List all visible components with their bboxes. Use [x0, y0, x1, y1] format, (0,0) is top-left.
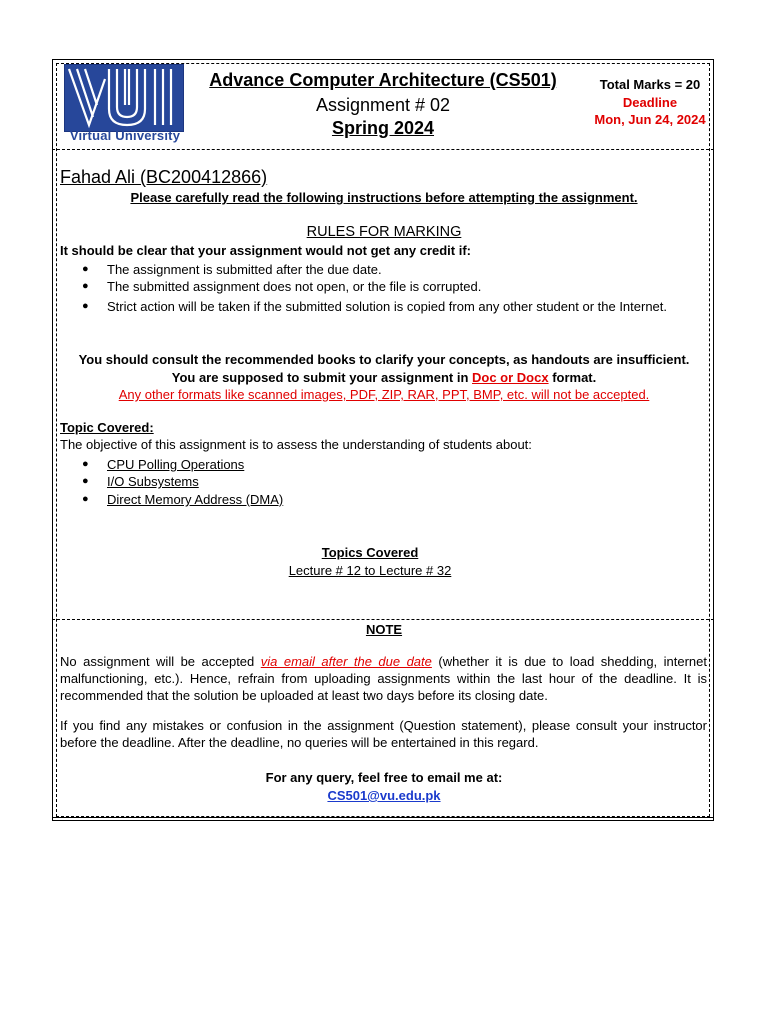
deadline-date: Mon, Jun 24, 2024 [594, 112, 706, 127]
rules-intro: It should be clear that your assignment would not get any credit if: [60, 243, 471, 258]
instruction-line: Please carefully read the following instructions before attempting the assignment. [130, 190, 638, 205]
submit-format-suffix: format. [548, 370, 597, 385]
deadline-label: Deadline [622, 95, 678, 110]
vu-logo [64, 64, 184, 132]
note-divider [52, 619, 714, 620]
consult-note: You should consult the recommended books to clarify your concepts, as handouts are insufficient. [78, 352, 690, 367]
rule-item: Strict action will be taken if the submitted solution is copied from any other student or the Internet. [107, 299, 668, 314]
header-divider [52, 149, 714, 150]
note-paragraph-2: If you find any mistakes or confusion in the assignment (Question statement), please consult your instructor before the deadline. After the deadline, no queries will be entertained in this regard. [60, 718, 707, 750]
logo-caption: Virtual University [69, 128, 181, 143]
bullet-icon: ● [82, 300, 89, 312]
note-paragraph-1 [60, 653, 707, 704]
formats-warning: Any other formats like scanned images, PDF, ZIP, RAR, PPT, BMP, etc. will not be accepted. [118, 387, 650, 402]
footer-rule [52, 817, 714, 818]
topics-covered-heading: Topics Covered [321, 545, 419, 560]
query-line: For any query, feel free to email me at: [265, 770, 503, 785]
rules-heading: RULES FOR MARKING [306, 224, 462, 240]
submit-format-type: Doc or Docx [472, 370, 549, 385]
bullet-icon: ● [82, 280, 89, 292]
student-name: Fahad Ali (BC200412866) [60, 167, 268, 187]
topic-intro: The objective of this assignment is to assess the understanding of students about: [60, 437, 532, 452]
lecture-range: Lecture # 12 to Lecture # 32 [288, 563, 452, 578]
topic-item: CPU Polling Operations [107, 457, 245, 472]
rule-item: The assignment is submitted after the due date. [107, 262, 382, 277]
note-p1-emphasis: via email after the due date [260, 654, 432, 669]
vu-logo-icon [65, 65, 183, 131]
rule-item: The submitted assignment does not open, or the file is corrupted. [107, 279, 482, 294]
submit-format-line [60, 369, 708, 386]
bullet-icon: ● [82, 263, 89, 275]
total-marks: Total Marks = 20 [599, 77, 701, 92]
topic-item: Direct Memory Address (DMA) [107, 492, 284, 507]
course-title: Advance Computer Architecture (CS501) [209, 70, 557, 90]
bullet-icon: ● [82, 493, 89, 505]
assignment-number: Assignment # 02 [315, 95, 451, 115]
note-p1-suffix: (whether it is due to load shedding, internet malfunctioning, etc.). Hence, refrain from uploading assignments within the last hour of the deadline. It is recommended that the solution be uploaded at least two days before its closing date. [60, 654, 707, 703]
topic-item: I/O Subsystems [107, 474, 199, 489]
term-label: Spring 2024 [331, 118, 435, 138]
contact-email-link[interactable]: CS501@vu.edu.pk [327, 788, 441, 803]
note-p1-prefix: No assignment will be accepted [60, 654, 261, 669]
bullet-icon: ● [82, 458, 89, 470]
topic-heading: Topic Covered: [60, 420, 154, 435]
note-heading: NOTE [365, 622, 403, 637]
bullet-icon: ● [82, 475, 89, 487]
submit-format-prefix: You are supposed to submit your assignment in [171, 370, 472, 385]
